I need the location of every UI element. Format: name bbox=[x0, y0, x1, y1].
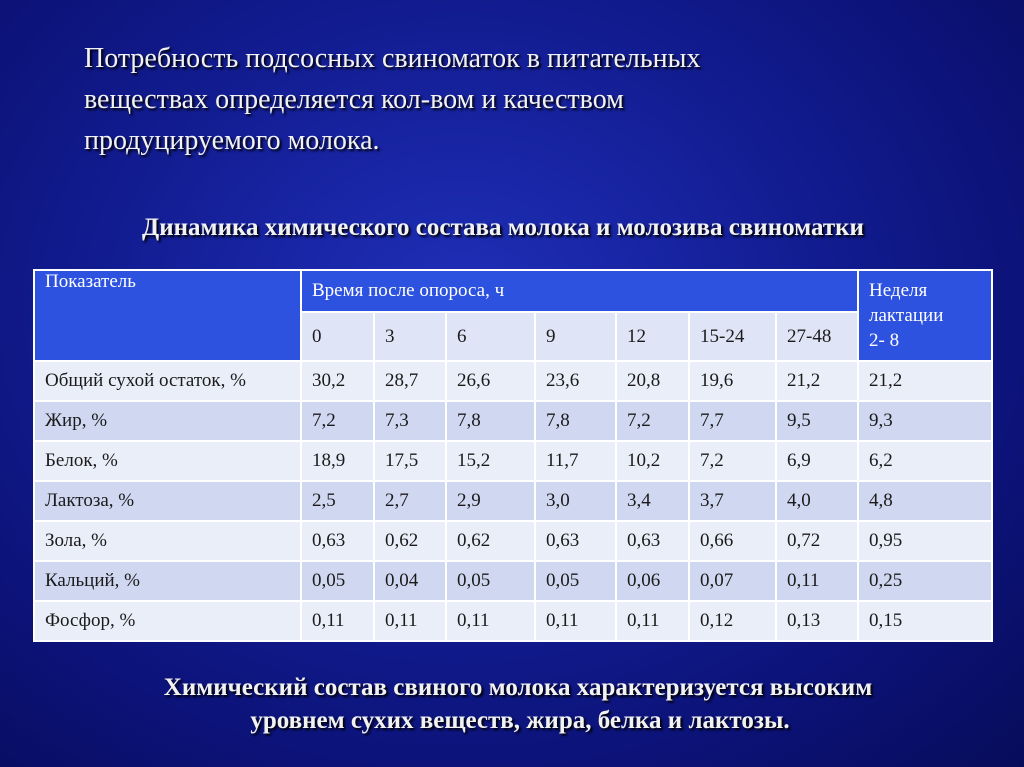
value-cell: 4,8 bbox=[858, 481, 992, 521]
table-body bbox=[34, 361, 992, 641]
row-label: Общий сухой остаток, % bbox=[34, 361, 301, 401]
value-cell: 0,05 bbox=[446, 561, 535, 601]
row-label: Зола, % bbox=[34, 521, 301, 561]
value-cell: 17,5 bbox=[374, 441, 446, 481]
value-cell: 28,7 bbox=[374, 361, 446, 401]
value-cell: 0,13 bbox=[776, 601, 858, 641]
hour-cell: 6 bbox=[446, 312, 535, 361]
hour-cell: 0 bbox=[301, 312, 374, 361]
intro-line-1: Потребность подсосных свиноматок в питательных bbox=[84, 43, 701, 74]
value-cell: 18,9 bbox=[301, 441, 374, 481]
value-cell: 7,2 bbox=[616, 401, 689, 441]
hour-cell: 27-48 bbox=[776, 312, 858, 361]
value-cell: 0,05 bbox=[301, 561, 374, 601]
header-row bbox=[34, 270, 992, 312]
table-title-text: Динамика химического состава молока и молозива свиноматки bbox=[142, 214, 864, 241]
conclusion bbox=[0, 671, 1024, 737]
hour-cell: 15-24 bbox=[689, 312, 776, 361]
value-cell: 0,11 bbox=[776, 561, 858, 601]
value-cell: 0,62 bbox=[374, 521, 446, 561]
value-cell: 0,15 bbox=[858, 601, 992, 641]
hour-cell: 3 bbox=[374, 312, 446, 361]
value-cell: 7,7 bbox=[689, 401, 776, 441]
conclusion-line-1: Химический состав свиного молока характеризуется высоким bbox=[163, 674, 873, 701]
table-row bbox=[34, 361, 992, 401]
value-cell: 0,05 bbox=[535, 561, 616, 601]
value-cell: 9,5 bbox=[776, 401, 858, 441]
value-cell: 0,11 bbox=[616, 601, 689, 641]
value-cell: 2,7 bbox=[374, 481, 446, 521]
value-cell: 3,7 bbox=[689, 481, 776, 521]
value-cell: 6,2 bbox=[858, 441, 992, 481]
value-cell: 9,3 bbox=[858, 401, 992, 441]
value-cell: 0,06 bbox=[616, 561, 689, 601]
value-cell: 0,25 bbox=[858, 561, 992, 601]
indicator-header: Показатель bbox=[34, 270, 301, 361]
value-cell: 0,04 bbox=[374, 561, 446, 601]
row-label: Жир, % bbox=[34, 401, 301, 441]
value-cell: 7,8 bbox=[535, 401, 616, 441]
week-header-line-3: 2- 8 bbox=[869, 330, 900, 351]
row-label: Белок, % bbox=[34, 441, 301, 481]
value-cell: 26,6 bbox=[446, 361, 535, 401]
value-cell: 21,2 bbox=[776, 361, 858, 401]
table-row bbox=[34, 521, 992, 561]
row-label: Кальций, % bbox=[34, 561, 301, 601]
value-cell: 0,11 bbox=[535, 601, 616, 641]
value-cell: 11,7 bbox=[535, 441, 616, 481]
value-cell: 2,9 bbox=[446, 481, 535, 521]
intro-line-2: веществах определяется кол-вом и качеством bbox=[84, 84, 624, 115]
table-row bbox=[34, 601, 992, 641]
value-cell: 0,11 bbox=[301, 601, 374, 641]
value-cell: 0,72 bbox=[776, 521, 858, 561]
week-header-line-2: лактации bbox=[869, 305, 944, 326]
conclusion-line-2: уровнем сухих веществ, жира, белка и лактозы. bbox=[250, 707, 790, 734]
value-cell: 0,12 bbox=[689, 601, 776, 641]
intro-paragraph bbox=[84, 38, 964, 161]
time-after-farrowing-header: Время после опороса, ч bbox=[301, 270, 858, 312]
hour-cell: 9 bbox=[535, 312, 616, 361]
value-cell: 3,4 bbox=[616, 481, 689, 521]
week-header-line-1: Неделя bbox=[869, 280, 928, 301]
value-cell: 7,2 bbox=[689, 441, 776, 481]
value-cell: 0,11 bbox=[446, 601, 535, 641]
value-cell: 7,3 bbox=[374, 401, 446, 441]
intro-line-3: продуцируемого молока. bbox=[84, 125, 380, 156]
value-cell: 0,62 bbox=[446, 521, 535, 561]
value-cell: 20,8 bbox=[616, 361, 689, 401]
lactation-week-header bbox=[858, 270, 992, 361]
value-cell: 7,2 bbox=[301, 401, 374, 441]
value-cell: 30,2 bbox=[301, 361, 374, 401]
table-row bbox=[34, 401, 992, 441]
milk-composition-table bbox=[33, 269, 993, 642]
value-cell: 23,6 bbox=[535, 361, 616, 401]
table-title bbox=[0, 214, 1024, 242]
value-cell: 0,07 bbox=[689, 561, 776, 601]
table-row bbox=[34, 481, 992, 521]
table-row bbox=[34, 561, 992, 601]
value-cell: 3,0 bbox=[535, 481, 616, 521]
value-cell: 15,2 bbox=[446, 441, 535, 481]
value-cell: 0,63 bbox=[301, 521, 374, 561]
value-cell: 4,0 bbox=[776, 481, 858, 521]
value-cell: 0,66 bbox=[689, 521, 776, 561]
value-cell: 6,9 bbox=[776, 441, 858, 481]
value-cell: 2,5 bbox=[301, 481, 374, 521]
value-cell: 0,63 bbox=[535, 521, 616, 561]
row-label: Лактоза, % bbox=[34, 481, 301, 521]
value-cell: 10,2 bbox=[616, 441, 689, 481]
value-cell: 21,2 bbox=[858, 361, 992, 401]
value-cell: 19,6 bbox=[689, 361, 776, 401]
value-cell: 0,11 bbox=[374, 601, 446, 641]
value-cell: 0,63 bbox=[616, 521, 689, 561]
value-cell: 0,95 bbox=[858, 521, 992, 561]
table-row bbox=[34, 441, 992, 481]
hour-cell: 12 bbox=[616, 312, 689, 361]
value-cell: 7,8 bbox=[446, 401, 535, 441]
row-label: Фосфор, % bbox=[34, 601, 301, 641]
